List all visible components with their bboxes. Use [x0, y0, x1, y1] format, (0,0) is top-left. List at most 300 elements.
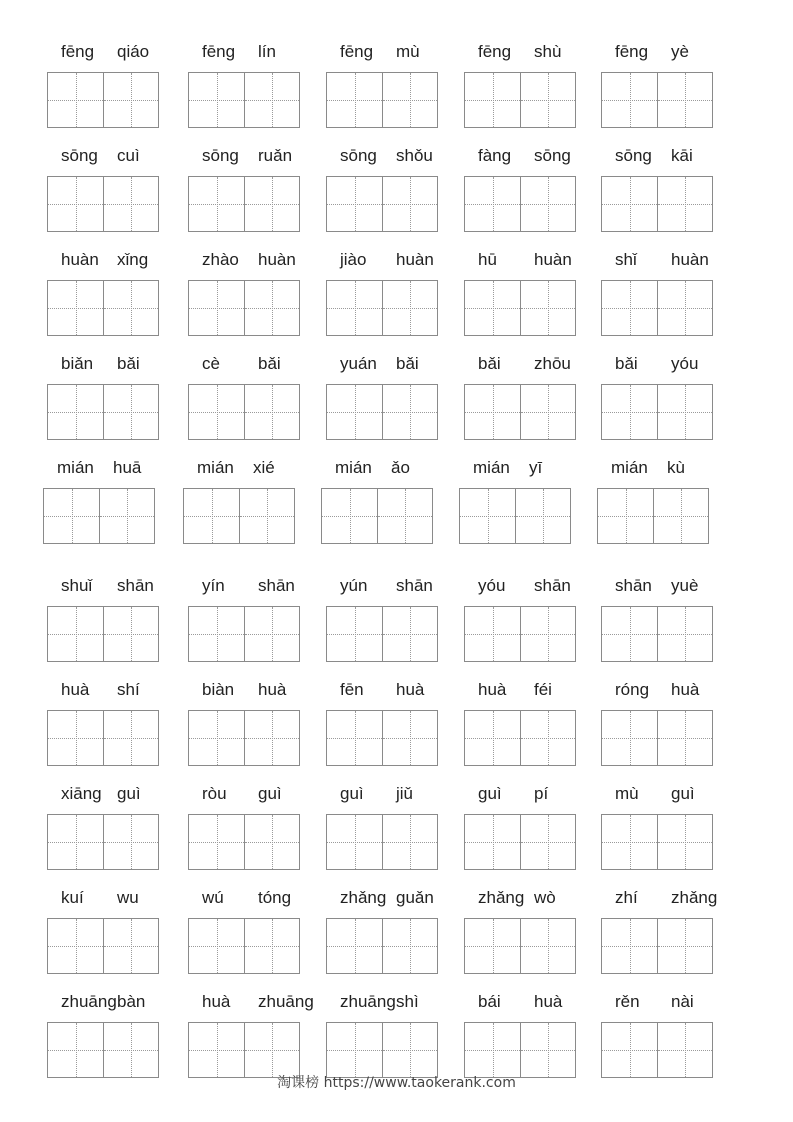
writing-grid[interactable] — [464, 280, 576, 336]
guide-line — [630, 919, 631, 973]
pinyin-syllable: yóu — [671, 354, 699, 373]
guide-line — [493, 919, 494, 973]
word-cell — [188, 680, 302, 766]
writing-grid[interactable] — [47, 176, 159, 232]
writing-grid[interactable] — [188, 72, 300, 128]
pinyin-label — [47, 354, 161, 380]
tianzige-box[interactable] — [48, 1023, 103, 1077]
pinyin-syllable: huàn — [258, 250, 296, 269]
writing-grid[interactable] — [188, 176, 300, 232]
tianzige-box[interactable] — [465, 281, 520, 335]
writing-grid[interactable] — [47, 918, 159, 974]
writing-grid[interactable] — [601, 280, 713, 336]
word-cell — [601, 992, 715, 1078]
pinyin-syllable: biǎn — [61, 354, 94, 373]
tianzige-box[interactable] — [382, 711, 437, 765]
writing-grid[interactable] — [601, 918, 713, 974]
tianzige-box[interactable] — [377, 489, 432, 543]
guide-line — [272, 711, 273, 765]
pinyin-label — [601, 576, 715, 602]
tianzige-box[interactable] — [244, 281, 299, 335]
guide-line — [131, 281, 132, 335]
pinyin-syllable: mián — [57, 458, 94, 477]
tianzige-box[interactable] — [520, 281, 575, 335]
tianzige-box[interactable] — [189, 385, 244, 439]
pinyin-syllable: guì — [117, 784, 141, 803]
guide-line — [410, 73, 411, 127]
tianzige-box[interactable] — [382, 815, 437, 869]
word-cell — [464, 784, 578, 870]
pinyin-syllable: ǎo — [391, 458, 410, 477]
pinyin-label — [326, 680, 440, 706]
guide-line — [355, 281, 356, 335]
word-cell — [47, 250, 161, 336]
tianzige-box[interactable] — [48, 281, 103, 335]
pinyin-syllable: bǎi — [615, 354, 638, 373]
guide-line — [272, 281, 273, 335]
tianzige-box[interactable] — [48, 919, 103, 973]
writing-grid[interactable] — [601, 1022, 713, 1078]
guide-line — [76, 607, 77, 661]
writing-grid[interactable] — [601, 606, 713, 662]
pinyin-syllable: bái — [478, 992, 501, 1011]
tianzige-box[interactable] — [244, 607, 299, 661]
guide-line — [410, 1023, 411, 1077]
word-cell — [326, 784, 440, 870]
guide-line — [630, 385, 631, 439]
pinyin-label — [601, 250, 715, 276]
writing-grid[interactable] — [601, 384, 713, 440]
tianzige-box[interactable] — [520, 711, 575, 765]
tianzige-box[interactable] — [103, 1023, 158, 1077]
guide-line — [217, 815, 218, 869]
word-cell — [597, 458, 711, 544]
tianzige-box[interactable] — [382, 73, 437, 127]
pinyin-syllable: huàn — [671, 250, 709, 269]
tianzige-box[interactable] — [239, 489, 294, 543]
tianzige-box[interactable] — [520, 1023, 575, 1077]
pinyin-label — [601, 680, 715, 706]
tianzige-box[interactable] — [657, 385, 712, 439]
guide-line — [493, 815, 494, 869]
tianzige-box[interactable] — [327, 1023, 382, 1077]
pinyin-syllable: wu — [117, 888, 139, 907]
tianzige-box[interactable] — [653, 489, 708, 543]
tianzige-box[interactable] — [327, 385, 382, 439]
pinyin-label — [601, 992, 715, 1018]
pinyin-syllable: shān — [396, 576, 433, 595]
tianzige-box[interactable] — [44, 489, 99, 543]
tianzige-box[interactable] — [657, 919, 712, 973]
tianzige-box[interactable] — [103, 919, 158, 973]
tianzige-box[interactable] — [189, 281, 244, 335]
writing-grid[interactable] — [464, 384, 576, 440]
pinyin-syllable: shǐ — [615, 250, 637, 269]
guide-line — [131, 177, 132, 231]
tianzige-box[interactable] — [382, 919, 437, 973]
tianzige-box[interactable] — [382, 607, 437, 661]
word-cell — [47, 576, 161, 662]
pinyin-syllable: fēng — [61, 42, 95, 61]
tianzige-box[interactable] — [382, 281, 437, 335]
tianzige-box[interactable] — [465, 919, 520, 973]
tianzige-box[interactable] — [184, 489, 239, 543]
writing-grid[interactable] — [188, 918, 300, 974]
writing-grid[interactable] — [459, 488, 571, 544]
writing-grid[interactable] — [183, 488, 295, 544]
pinyin-syllable: shān — [534, 576, 571, 595]
guide-line — [131, 73, 132, 127]
tianzige-box[interactable] — [382, 177, 437, 231]
pinyin-label — [183, 458, 297, 484]
tianzige-box[interactable] — [189, 711, 244, 765]
pinyin-syllable: yuè — [671, 576, 699, 595]
guide-line — [685, 815, 686, 869]
writing-grid[interactable] — [464, 72, 576, 128]
tianzige-box[interactable] — [103, 607, 158, 661]
pinyin-label — [188, 888, 302, 914]
writing-grid[interactable] — [326, 918, 438, 974]
guide-line — [217, 1023, 218, 1077]
tianzige-box[interactable] — [460, 489, 515, 543]
pinyin-syllable: huà — [534, 992, 563, 1011]
writing-grid[interactable] — [326, 1022, 438, 1078]
guide-line — [217, 73, 218, 127]
tianzige-box[interactable] — [244, 711, 299, 765]
pinyin-syllable: huàn — [396, 250, 434, 269]
guide-line — [131, 607, 132, 661]
guide-line — [76, 73, 77, 127]
word-cell — [326, 146, 440, 232]
guide-line — [217, 711, 218, 765]
tianzige-box[interactable] — [465, 1023, 520, 1077]
word-cell — [326, 250, 440, 336]
tianzige-box[interactable] — [99, 489, 154, 543]
guide-line — [272, 385, 273, 439]
pinyin-syllable: zhǎng — [671, 888, 718, 907]
tianzige-box[interactable] — [103, 73, 158, 127]
pinyin-syllable: kāi — [671, 146, 693, 165]
writing-grid[interactable] — [47, 384, 159, 440]
tianzige-box[interactable] — [189, 1023, 244, 1077]
tianzige-box[interactable] — [244, 73, 299, 127]
writing-grid[interactable] — [464, 814, 576, 870]
tianzige-box[interactable] — [327, 177, 382, 231]
guide-line — [630, 1023, 631, 1077]
guide-line — [272, 177, 273, 231]
writing-grid[interactable] — [47, 814, 159, 870]
writing-grid[interactable] — [188, 384, 300, 440]
guide-line — [76, 177, 77, 231]
tianzige-box[interactable] — [48, 815, 103, 869]
tianzige-box[interactable] — [244, 919, 299, 973]
writing-grid[interactable] — [47, 710, 159, 766]
tianzige-box[interactable] — [48, 711, 103, 765]
pinyin-syllable: guì — [478, 784, 502, 803]
tianzige-box[interactable] — [602, 1023, 657, 1077]
pinyin-syllable: bǎi — [258, 354, 281, 373]
word-cell — [464, 576, 578, 662]
writing-grid[interactable] — [188, 1022, 300, 1078]
guide-line — [493, 177, 494, 231]
guide-line — [267, 489, 268, 543]
pinyin-syllable: huā — [113, 458, 142, 477]
pinyin-syllable: bǎi — [117, 354, 140, 373]
pinyin-syllable: mián — [335, 458, 372, 477]
tianzige-box[interactable] — [520, 815, 575, 869]
pinyin-syllable: shān — [258, 576, 295, 595]
tianzige-box[interactable] — [327, 281, 382, 335]
guide-line — [685, 385, 686, 439]
word-cell — [601, 250, 715, 336]
pinyin-syllable: ròu — [202, 784, 227, 803]
pinyin-syllable: huà — [396, 680, 425, 699]
tianzige-box[interactable] — [103, 177, 158, 231]
pinyin-syllable: yī — [529, 458, 543, 477]
pinyin-label — [188, 680, 302, 706]
writing-grid[interactable] — [47, 1022, 159, 1078]
pinyin-syllable: zhuāng — [61, 992, 117, 1011]
tianzige-box[interactable] — [244, 815, 299, 869]
guide-line — [355, 73, 356, 127]
word-cell — [601, 576, 715, 662]
tianzige-box[interactable] — [48, 73, 103, 127]
writing-grid[interactable] — [326, 384, 438, 440]
writing-grid[interactable] — [43, 488, 155, 544]
writing-grid[interactable] — [47, 72, 159, 128]
pinyin-label — [326, 146, 440, 172]
guide-line — [548, 607, 549, 661]
tianzige-box[interactable] — [465, 73, 520, 127]
guide-line — [212, 489, 213, 543]
word-cell — [464, 42, 578, 128]
pinyin-syllable: mù — [615, 784, 639, 803]
pinyin-syllable: fēng — [202, 42, 236, 61]
tianzige-box[interactable] — [327, 711, 382, 765]
guide-line — [355, 1023, 356, 1077]
pinyin-syllable: guǎn — [396, 888, 434, 907]
guide-line — [355, 711, 356, 765]
word-cell — [601, 680, 715, 766]
pinyin-syllable: huà — [478, 680, 507, 699]
writing-grid[interactable] — [601, 176, 713, 232]
tianzige-box[interactable] — [465, 815, 520, 869]
writing-grid[interactable] — [464, 1022, 576, 1078]
guide-line — [217, 281, 218, 335]
writing-grid[interactable] — [464, 606, 576, 662]
pinyin-syllable: jiǔ — [396, 784, 414, 803]
guide-line — [548, 73, 549, 127]
pinyin-syllable: tóng — [258, 888, 292, 907]
pinyin-label — [601, 888, 718, 914]
guide-line — [217, 919, 218, 973]
writing-grid[interactable] — [47, 606, 159, 662]
pinyin-syllable: zhuāng — [340, 992, 396, 1011]
pinyin-syllable: sōng — [202, 146, 239, 165]
tianzige-box[interactable] — [598, 489, 653, 543]
tianzige-box[interactable] — [465, 711, 520, 765]
tianzige-box[interactable] — [520, 73, 575, 127]
writing-grid[interactable] — [601, 72, 713, 128]
tianzige-box[interactable] — [602, 281, 657, 335]
tianzige-box[interactable] — [657, 281, 712, 335]
word-cell — [47, 146, 161, 232]
word-cell — [47, 680, 161, 766]
pinyin-label — [47, 250, 161, 276]
pinyin-syllable: shì — [396, 992, 419, 1011]
guide-line — [493, 385, 494, 439]
word-cell — [326, 576, 440, 662]
tianzige-box[interactable] — [657, 607, 712, 661]
guide-line — [410, 711, 411, 765]
word-cell — [188, 576, 302, 662]
guide-line — [131, 711, 132, 765]
pinyin-syllable: róng — [615, 680, 650, 699]
guide-line — [685, 919, 686, 973]
writing-grid[interactable] — [464, 918, 576, 974]
pinyin-syllable: shuǐ — [61, 576, 93, 595]
pinyin-syllable: huà — [61, 680, 90, 699]
guide-line — [272, 919, 273, 973]
guide-line — [548, 281, 549, 335]
tianzige-box[interactable] — [48, 607, 103, 661]
writing-grid[interactable] — [326, 814, 438, 870]
tianzige-box[interactable] — [520, 919, 575, 973]
word-cell — [601, 146, 715, 232]
tianzige-box[interactable] — [465, 385, 520, 439]
writing-grid[interactable] — [597, 488, 709, 544]
tianzige-box[interactable] — [189, 607, 244, 661]
pinyin-syllable: rěn — [615, 992, 640, 1011]
tianzige-box[interactable] — [657, 711, 712, 765]
guide-line — [350, 489, 351, 543]
writing-grid[interactable] — [326, 606, 438, 662]
tianzige-box[interactable] — [657, 815, 712, 869]
word-cell — [459, 458, 573, 544]
tianzige-box[interactable] — [382, 385, 437, 439]
writing-grid[interactable] — [188, 814, 300, 870]
tianzige-box[interactable] — [465, 607, 520, 661]
tianzige-box[interactable] — [602, 815, 657, 869]
word-cell — [47, 888, 161, 974]
writing-grid[interactable] — [601, 710, 713, 766]
guide-line — [626, 489, 627, 543]
guide-line — [685, 177, 686, 231]
pinyin-syllable: fēng — [340, 42, 374, 61]
pinyin-syllable: mù — [396, 42, 420, 61]
word-cell — [464, 888, 578, 974]
pinyin-syllable: zhōu — [534, 354, 571, 373]
tianzige-box[interactable] — [48, 385, 103, 439]
guide-line — [405, 489, 406, 543]
tianzige-box[interactable] — [602, 73, 657, 127]
tianzige-box[interactable] — [189, 919, 244, 973]
pinyin-syllable: huà — [202, 992, 231, 1011]
pinyin-syllable: biàn — [202, 680, 235, 699]
writing-grid[interactable] — [601, 814, 713, 870]
writing-grid[interactable] — [326, 280, 438, 336]
tianzige-box[interactable] — [515, 489, 570, 543]
tianzige-box[interactable] — [602, 919, 657, 973]
tianzige-box[interactable] — [244, 177, 299, 231]
tianzige-box[interactable] — [327, 919, 382, 973]
tianzige-box[interactable] — [189, 815, 244, 869]
tianzige-box[interactable] — [602, 711, 657, 765]
pinyin-syllable: sōng — [615, 146, 652, 165]
tianzige-box[interactable] — [657, 1023, 712, 1077]
pinyin-label — [43, 458, 157, 484]
tianzige-box[interactable] — [327, 73, 382, 127]
pinyin-syllable: jiào — [340, 250, 367, 269]
tianzige-box[interactable] — [657, 177, 712, 231]
tianzige-box[interactable] — [327, 815, 382, 869]
guide-line — [355, 919, 356, 973]
writing-grid[interactable] — [188, 606, 300, 662]
tianzige-box[interactable] — [327, 607, 382, 661]
tianzige-box[interactable] — [602, 385, 657, 439]
writing-grid[interactable] — [326, 176, 438, 232]
tianzige-box[interactable] — [322, 489, 377, 543]
tianzige-box[interactable] — [103, 281, 158, 335]
tianzige-box[interactable] — [244, 1023, 299, 1077]
word-cell — [188, 146, 302, 232]
tianzige-box[interactable] — [189, 73, 244, 127]
tianzige-box[interactable] — [48, 177, 103, 231]
pinyin-syllable: shù — [534, 42, 562, 61]
pinyin-label — [47, 680, 161, 706]
writing-grid[interactable] — [326, 710, 438, 766]
pinyin-syllable: shí — [117, 680, 140, 699]
word-cell — [47, 992, 161, 1078]
pinyin-syllable: xiāng — [61, 784, 102, 803]
writing-grid[interactable] — [321, 488, 433, 544]
tianzige-box[interactable] — [103, 815, 158, 869]
guide-line — [685, 281, 686, 335]
tianzige-box[interactable] — [103, 385, 158, 439]
tianzige-box[interactable] — [657, 73, 712, 127]
pinyin-label — [188, 576, 302, 602]
tianzige-box[interactable] — [520, 177, 575, 231]
pinyin-label — [188, 250, 302, 276]
pinyin-syllable: mián — [473, 458, 510, 477]
pinyin-syllable: zhǎng — [478, 888, 525, 907]
tianzige-box[interactable] — [520, 607, 575, 661]
writing-grid[interactable] — [188, 280, 300, 336]
pinyin-syllable: guì — [258, 784, 282, 803]
pinyin-label — [326, 42, 440, 68]
tianzige-box[interactable] — [189, 177, 244, 231]
word-cell — [464, 680, 578, 766]
writing-grid[interactable] — [464, 176, 576, 232]
writing-grid[interactable] — [188, 710, 300, 766]
tianzige-box[interactable] — [520, 385, 575, 439]
tianzige-box[interactable] — [602, 607, 657, 661]
guide-line — [272, 73, 273, 127]
tianzige-box[interactable] — [382, 1023, 437, 1077]
guide-line — [131, 385, 132, 439]
pinyin-syllable: guì — [671, 784, 695, 803]
tianzige-box[interactable] — [103, 711, 158, 765]
pinyin-syllable: ruǎn — [258, 146, 293, 165]
word-cell — [326, 992, 440, 1078]
pinyin-syllable: huà — [258, 680, 287, 699]
writing-grid[interactable] — [326, 72, 438, 128]
tianzige-box[interactable] — [602, 177, 657, 231]
writing-grid[interactable] — [464, 710, 576, 766]
tianzige-box[interactable] — [465, 177, 520, 231]
tianzige-box[interactable] — [244, 385, 299, 439]
writing-grid[interactable] — [47, 280, 159, 336]
